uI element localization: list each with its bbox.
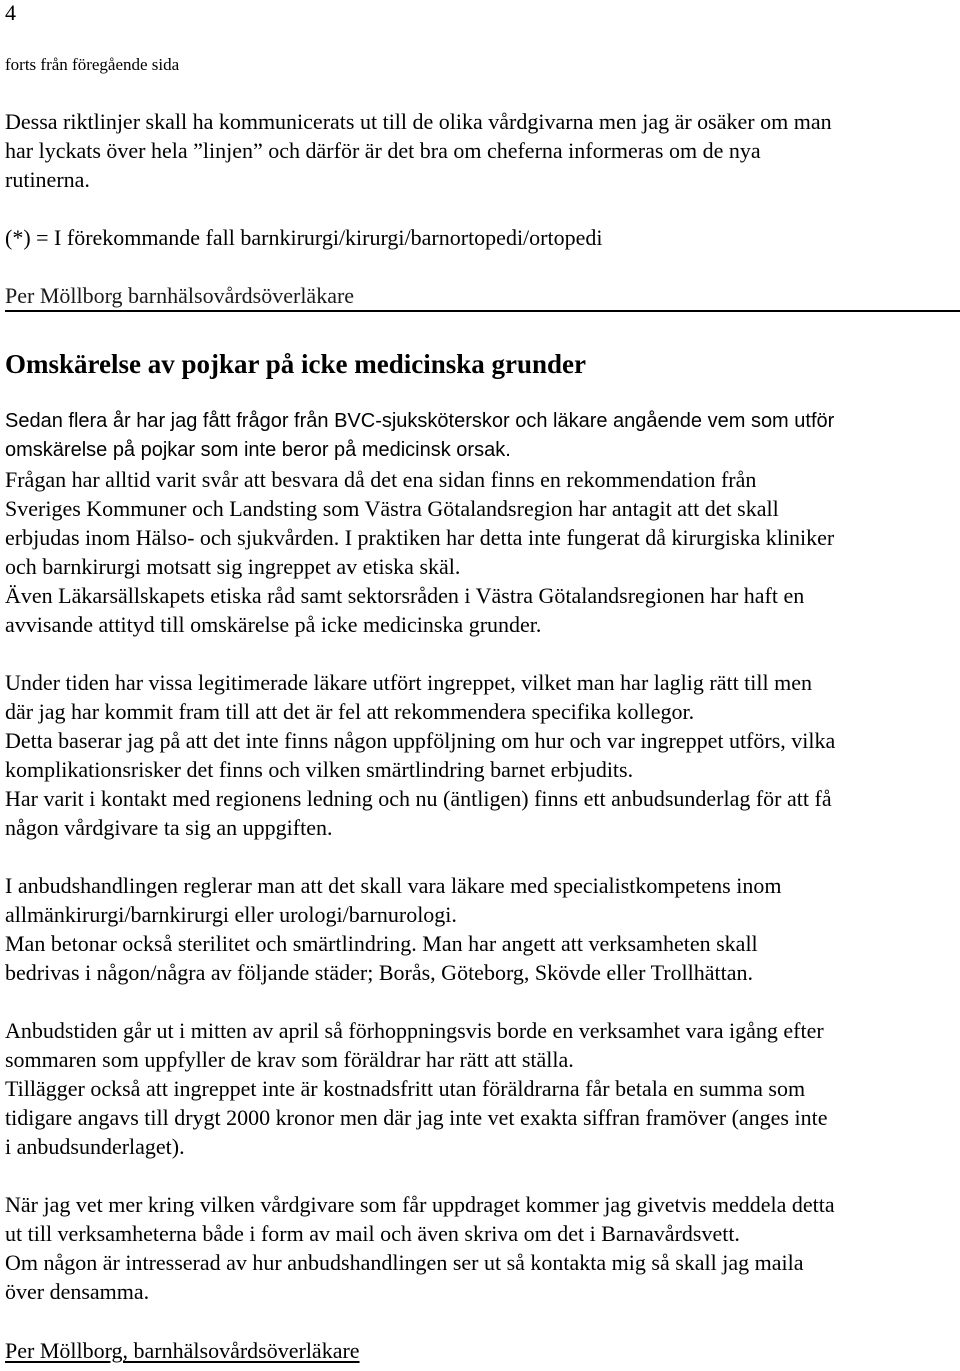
article-body	[5, 407, 955, 1335]
article-title: Omskärelse av pojkar på icke medicinska grunder	[5, 349, 587, 379]
continued-from-previous-page-label: forts från föregående sida	[5, 55, 180, 74]
paragraph-line: Under tiden har vissa legitimerade läkare utfört ingreppet, vilket man har laglig rätt till men	[5, 670, 813, 695]
paragraph-line: I anbudshandlingen reglerar man att det skall vara läkare med specialistkompetens inom	[5, 873, 782, 898]
paragraph-line: tidigare angavs till drygt 2000 kronor men där jag inte vet exakta siffran framöver (anges inte	[5, 1105, 828, 1130]
paragraph-line: Frågan har alltid varit svår att besvara då det ena sidan finns en rekommendation från	[5, 467, 757, 492]
section-divider	[5, 310, 960, 312]
paragraph-line: ut till verksamheterna både i form av mail och även skriva om det i Barnavårdsvett.	[5, 1221, 740, 1246]
paragraph-line: Även Läkarsällskapets etiska råd samt sektorsråden i Västra Götalandsregionen har haft en	[5, 583, 805, 608]
paragraph-line: Man betonar också sterilitet och smärtlindring. Man har angett att verksamheten skall	[5, 931, 758, 956]
paragraph-line: sommaren som uppfyller de krav som föräldrar har rätt att ställa.	[5, 1047, 574, 1072]
article-paragraph	[5, 871, 955, 987]
intro-line: rutinerna.	[5, 167, 90, 192]
paragraph-line: Anbudstiden går ut i mitten av april så förhoppningsvis borde en verksamhet vara igång efter	[5, 1018, 824, 1043]
page-number: 4	[5, 0, 16, 25]
article-paragraph	[5, 1190, 955, 1306]
paragraph-line: bedrivas i någon/några av följande städer; Borås, Göteborg, Skövde eller Trollhättan.	[5, 960, 754, 985]
paragraph-line: När jag vet mer kring vilken vårdgivare som får uppdraget kommer jag givetvis meddela detta	[5, 1192, 835, 1217]
paragraph-line: Detta baserar jag på att det inte finns någon uppföljning om hur och var ingreppet utförs, vilka	[5, 728, 836, 753]
paragraph-line: Sveriges Kommuner och Landsting som Västra Götalandsregion har antagit att det skall	[5, 496, 779, 521]
paragraph-line: över densamma.	[5, 1279, 150, 1304]
paragraph-line: Om någon är intresserad av hur anbudshandlingen ser ut så kontakta mig så skall jag maila	[5, 1250, 804, 1275]
paragraph-line: avvisande attityd till omskärelse på icke medicinska grunder.	[5, 612, 542, 637]
footnote-asterisk: (*) = I förekommande fall barnkirurgi/kirurgi/barnortopedi/ortopedi	[5, 225, 603, 250]
signature-top: Per Möllborg barnhälsovårdsöverläkare	[5, 283, 355, 308]
paragraph-line: komplikationsrisker det finns och vilken smärtlindring barnet erbjudits.	[5, 757, 634, 782]
intro-line: Dessa riktlinjer skall ha kommunicerats ut till de olika vårdgivarna men jag är osäker om man	[5, 109, 832, 134]
paragraph-line: där jag har kommit fram till att det är fel att rekommendera specifika kollegor.	[5, 699, 695, 724]
paragraph-line: Sedan flera år har jag fått frågor från BVC-sjuksköterskor och läkare angående vem som utför	[5, 410, 835, 432]
paragraph-line: någon vårdgivare ta sig an uppgiften.	[5, 815, 333, 840]
article-paragraph	[5, 407, 955, 639]
signature-bottom: Per Möllborg, barnhälsovårdsöverläkare	[5, 1338, 360, 1363]
intro-line: har lyckats över hela ”linjen” och därför är det bra om cheferna informeras om de nya	[5, 138, 761, 163]
paragraph-line: och barnkirurgi motsatt sig ingreppet av etiska skäl.	[5, 554, 461, 579]
paragraph-line: omskärelse på pojkar som inte beror på medicinsk orsak.	[5, 439, 511, 461]
paragraph-line: erbjudas inom Hälso- och sjukvården. I praktiken har detta inte fungerat då kirurgiska kliniker	[5, 525, 835, 550]
intro-paragraph	[5, 107, 955, 194]
paragraph-line: Har varit i kontakt med regionens ledning och nu (äntligen) finns ett anbudsunderlag för att få	[5, 786, 832, 811]
paragraph-line: Tillägger också att ingreppet inte är kostnadsfritt utan föräldrarna får betala en summa som	[5, 1076, 806, 1101]
article-paragraph	[5, 668, 955, 842]
article-paragraph	[5, 1016, 955, 1161]
paragraph-line: allmänkirurgi/barnkirurgi eller urologi/barnurologi.	[5, 902, 457, 927]
paragraph-line: i anbudsunderlaget).	[5, 1134, 185, 1159]
